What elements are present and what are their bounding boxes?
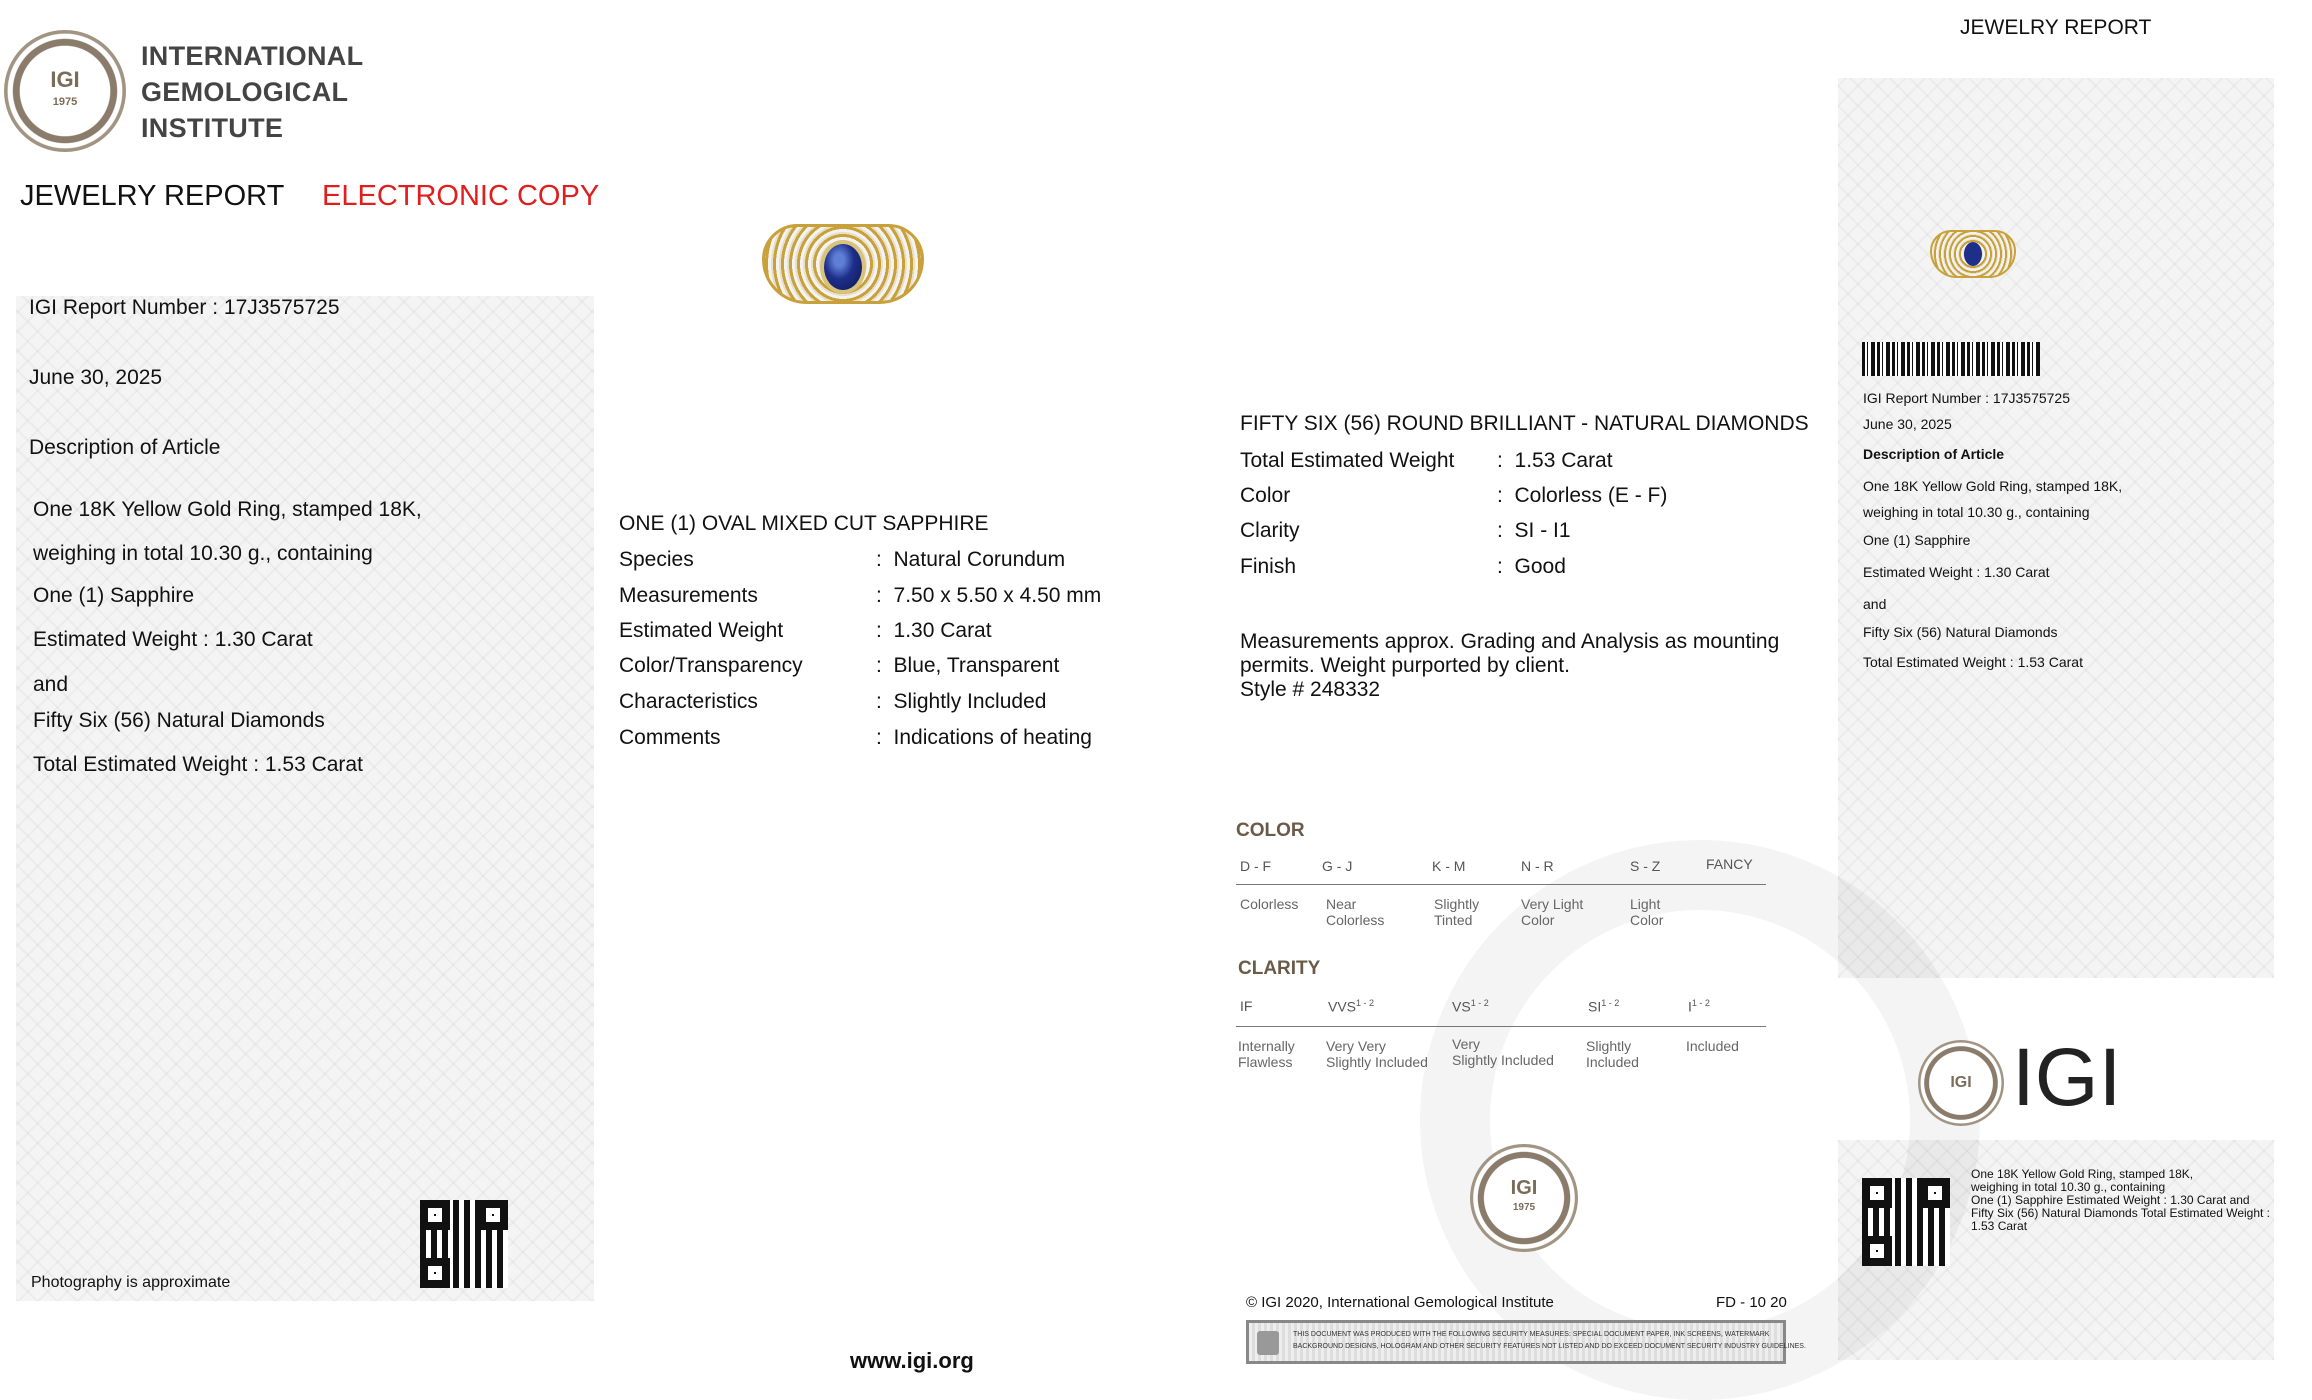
report-title: JEWELRY REPORT <box>20 180 285 212</box>
note-line: permits. Weight purported by client. <box>1240 654 1570 677</box>
form-code: FD - 10 20 <box>1716 1294 1787 1311</box>
sapphire-value: : 1.30 Carat <box>876 619 992 642</box>
security-text: THIS DOCUMENT WAS PRODUCED WITH THE FOLLOWING SECURITY MEASURES: SPECIAL DOCUMENT PAPER, INK SCREENS, WATERMARK <box>1293 1331 1770 1338</box>
note-line: Style # 248332 <box>1240 678 1381 701</box>
right-line: Estimated Weight : 1.30 Carat <box>1863 564 2050 580</box>
report-date: June 30, 2025 <box>29 366 163 389</box>
report-number: IGI Report Number : 17J3575725 <box>29 296 340 319</box>
sapphire-value: : Natural Corundum <box>876 548 1066 571</box>
clarity-scale-rule <box>1236 1026 1766 1027</box>
color-scale-heading: COLOR <box>1236 820 1305 841</box>
color-grade: N - R <box>1521 858 1554 874</box>
diamond-notes <box>1240 630 1779 702</box>
note-line: Measurements approx. Grading and Analysis as mounting <box>1240 630 1780 653</box>
sapphire-label: Estimated Weight <box>619 619 784 642</box>
diamond-label: Finish <box>1240 555 1297 578</box>
sapphire-value: : Slightly Included <box>876 690 1047 713</box>
description-line: and <box>33 673 69 696</box>
sapphire-label: Characteristics <box>619 690 758 713</box>
clarity-grade: VS$^{1 - 2}$ <box>1452 998 1489 1015</box>
clarity-grade: VVS$^{1 - 2}$ <box>1328 998 1375 1015</box>
clarity-desc: Internally Flawless <box>1238 1038 1295 1070</box>
sapphire-value: : Blue, Transparent <box>876 654 1060 677</box>
right-line: and <box>1863 596 1887 612</box>
igi-seal-logo <box>4 30 126 152</box>
diamond-value: : Good <box>1497 555 1566 578</box>
description-line: Estimated Weight : 1.30 Carat <box>33 628 313 651</box>
institute-name-line2: GEMOLOGICAL <box>141 77 349 107</box>
clarity-grade: SI$^{1 - 2}$ <box>1588 998 1620 1015</box>
right-line: One 18K Yellow Gold Ring, stamped 18K, <box>1863 478 2123 494</box>
right-bottom-line: Fifty Six (56) Natural Diamonds Total Estimated Weight : <box>1971 1206 2271 1220</box>
description-heading: Description of Article <box>29 436 221 459</box>
clarity-desc: Slightly Included <box>1586 1038 1639 1070</box>
right-report-number: IGI Report Number : 17J3575725 <box>1863 390 2071 406</box>
diamond-label: Total Estimated Weight <box>1240 449 1455 472</box>
right-description-heading: Description of Article <box>1863 446 2005 462</box>
barcode <box>1862 342 2040 376</box>
center-seal-logo <box>1470 1144 1578 1252</box>
color-desc: Light Color <box>1630 896 1664 928</box>
electronic-copy-label: ELECTRONIC COPY <box>322 180 600 212</box>
description-line: Fifty Six (56) Natural Diamonds <box>33 709 325 732</box>
sapphire-label: Species <box>619 548 694 571</box>
right-igi-logo-text: IGI <box>2012 1032 2122 1123</box>
sapphire-row <box>619 654 803 678</box>
sapphire-value: : 7.50 x 5.50 x 4.50 mm <box>876 584 1102 607</box>
sapphire-stone <box>824 244 862 290</box>
description-line: One 18K Yellow Gold Ring, stamped 18K, <box>33 498 422 521</box>
diamonds-heading: FIFTY SIX (56) ROUND BRILLIANT - NATURAL DIAMONDS <box>1240 412 1809 435</box>
right-ring-photo <box>1930 226 2016 282</box>
right-line: One (1) Sapphire <box>1863 532 1971 548</box>
sapphire-value: : Indications of heating <box>876 726 1092 749</box>
right-line: weighing in total 10.30 g., containing <box>1863 504 2090 520</box>
sapphire-heading: ONE (1) OVAL MIXED CUT SAPPHIRE <box>619 512 989 535</box>
right-line: Fifty Six (56) Natural Diamonds <box>1863 624 2058 640</box>
right-bottom-line: One (1) Sapphire Estimated Weight : 1.30 Carat and <box>1971 1193 2250 1207</box>
seal-mark: IGI <box>1510 1177 1538 1199</box>
copyright: © IGI 2020, International Gemological Institute <box>1246 1294 1554 1311</box>
color-grade: K - M <box>1432 858 1466 874</box>
sapphire-stone <box>1964 242 1982 266</box>
sapphire-row <box>619 690 758 714</box>
seal-mark: IGI <box>1950 1074 1972 1091</box>
website-link[interactable]: www.igi.org <box>850 1348 974 1373</box>
diamond-label: Clarity <box>1240 519 1300 542</box>
color-grade: S - Z <box>1630 858 1661 874</box>
color-grade: FANCY <box>1706 856 1753 872</box>
photo-note: Photography is approximate <box>31 1274 231 1291</box>
watermark-seal <box>1420 840 1980 1400</box>
right-bottom-line: 1.53 Carat <box>1971 1219 2028 1233</box>
clarity-scale-heading: CLARITY <box>1238 958 1321 979</box>
lock-icon <box>1257 1331 1279 1355</box>
description-line: Total Estimated Weight : 1.53 Carat <box>33 753 363 776</box>
sapphire-row <box>619 726 721 750</box>
clarity-desc: Very Very Slightly Included <box>1326 1038 1428 1070</box>
right-bottom-line: weighing in total 10.30 g., containing <box>1971 1180 2166 1194</box>
diamond-value: : SI - I1 <box>1497 519 1571 542</box>
security-strip <box>1246 1320 1806 1364</box>
clarity-grade: IF <box>1240 998 1253 1014</box>
sapphire-row <box>619 619 783 643</box>
right-line: Total Estimated Weight : 1.53 Carat <box>1863 654 2083 670</box>
sapphire-row <box>619 548 694 572</box>
sapphire-label: Measurements <box>619 584 758 607</box>
institute-name <box>141 38 363 146</box>
qr-code[interactable] <box>420 1200 508 1288</box>
right-bottom-line: One 18K Yellow Gold Ring, stamped 18K, <box>1971 1167 2194 1181</box>
description-line: One (1) Sapphire <box>33 584 195 607</box>
clarity-desc: Very Slightly Included <box>1452 1036 1554 1068</box>
clarity-desc: Included <box>1686 1038 1739 1054</box>
right-igi-seal <box>1918 1040 2004 1126</box>
sapphire-label: Color/Transparency <box>619 654 803 677</box>
color-grade: D - F <box>1240 858 1272 874</box>
seal-year: 1975 <box>1512 1202 1536 1213</box>
seal-year: 1975 <box>52 96 78 108</box>
ring-photo <box>762 214 924 316</box>
right-bottom-text <box>1971 1168 2270 1233</box>
diamond-label: Color <box>1240 484 1291 507</box>
seal-mark: IGI <box>50 67 80 92</box>
right-report-title: JEWELRY REPORT <box>1960 16 2152 39</box>
color-scale-rule <box>1236 884 1766 885</box>
color-desc: Near Colorless <box>1326 896 1385 928</box>
institute-name-line1: INTERNATIONAL <box>141 41 364 71</box>
institute-name-line3: INSTITUTE <box>141 113 284 143</box>
security-text: BACKGROUND DESIGNS, HOLOGRAM AND OTHER SECURITY FEATURES NOT LISTED AND DO EXCEED DOCUMENT SECURITY INDUSTRY GUIDELINES. <box>1293 1343 1806 1350</box>
clarity-grade: $I^{1 - 2}$ <box>1688 998 1710 1015</box>
sapphire-label: Comments <box>619 726 721 749</box>
right-date: June 30, 2025 <box>1863 416 1952 432</box>
color-desc: Colorless <box>1240 896 1299 912</box>
diamond-value: : Colorless (E - F) <box>1497 484 1668 507</box>
right-panel-background <box>1838 78 2274 978</box>
sapphire-row <box>619 584 758 608</box>
diamond-value: : 1.53 Carat <box>1497 449 1613 472</box>
color-desc: Slightly Tinted <box>1434 896 1480 928</box>
color-grade: G - J <box>1322 858 1353 874</box>
description-line: weighing in total 10.30 g., containing <box>33 542 373 565</box>
right-qr-code[interactable] <box>1862 1178 1950 1266</box>
color-desc: Very Light Color <box>1521 896 1584 928</box>
